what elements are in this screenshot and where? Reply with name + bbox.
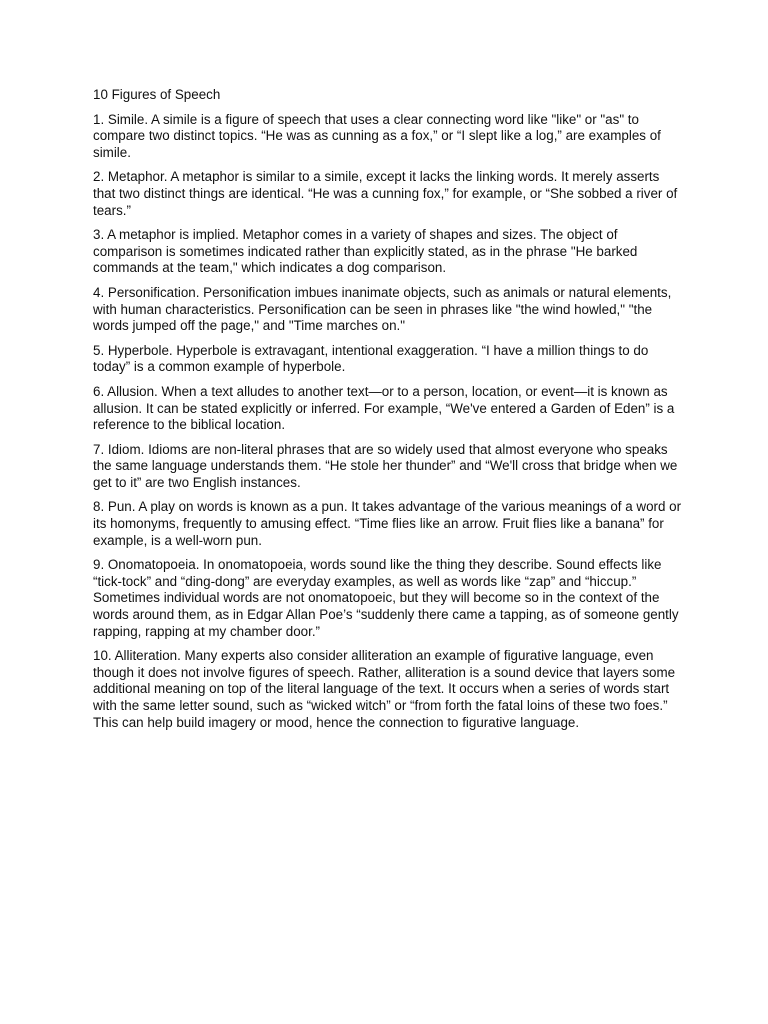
paragraph-implied-metaphor: 3. A metaphor is implied. Metaphor comes in a variety of shapes and sizes. The object of comparison is sometimes indicated rather than explicitly stated, as in the phrase "He barked commands at the team," which indicates a dog comparison.	[93, 227, 638, 276]
paragraph-simile: 1. Simile. A simile is a figure of speech that uses a clear connecting word like "like" or "as" to compare two distinct topics. “He was as cunning as a fox,” or “I slept like a log,” are examples of simile.	[93, 111, 661, 160]
paragraph-personification: 4. Personification. Personification imbues inanimate objects, such as animals or natural elements, with human characteristics. Personification can be seen in phrases like "the wind howled," "the words jumped off the page," and "Time marches on."	[93, 284, 672, 334]
paragraph-allusion: 6. Allusion. When a text alludes to another text—or to a person, location, or event—it is known as allusion. It can be stated explicitly or inferred. For example, “We've entered a Garden of Eden” is a reference to the biblical location.	[93, 383, 675, 433]
paragraph-idiom: 7. Idiom. Idioms are non-literal phrases that are so widely used that almost everyone who speaks the same language understands them. “He stole her thunder” and “We'll cross that bridge when we get to it” are two English instances.	[93, 441, 678, 490]
paragraph-onomatopoeia: 9. Onomatopoeia. In onomatopoeia, words sound like the thing they describe. Sound effects like “tick-tock” and “ding-dong” are everyday examples, as well as words like “zap” and “hiccup.” Sometimes individual words are not onomatopoeic, but they will become so in the context of the words around them, as in Edgar Allan Poe’s “suddenly there came a tapping, as of someone gently rapping, rapping at my chamber door.”	[93, 557, 679, 639]
document-page	[93, 87, 683, 739]
document-title: 10 Figures of Speech	[93, 87, 221, 102]
paragraph-pun: 8. Pun. A play on words is known as a pun. It takes advantage of the various meanings of a word or its homonyms, frequently to amusing effect. “Time flies like an arrow. Fruit flies like a banana” for example, is a well-worn pun.	[93, 499, 682, 548]
paragraph-alliteration: 10. Alliteration. Many experts also consider alliteration an example of figurative language, even though it does not involve figures of speech. Rather, alliteration is a sound device that layers some additional meaning on top of the literal language of the text. It occurs when a series of words start with the same letter sound, such as “wicked witch” or “from forth the fatal loins of these two foes.” This can help build imagery or mood, hence the connection to figurative language.	[93, 648, 676, 730]
paragraph-hyperbole: 5. Hyperbole. Hyperbole is extravagant, intentional exaggeration. “I have a million things to do today” is a common example of hyperbole.	[93, 342, 649, 375]
paragraph-metaphor: 2. Metaphor. A metaphor is similar to a simile, except it lacks the linking words. It merely asserts that two distinct things are identical. “He was a cunning fox,” for example, or “She sobbed a river of tears.”	[93, 169, 678, 218]
